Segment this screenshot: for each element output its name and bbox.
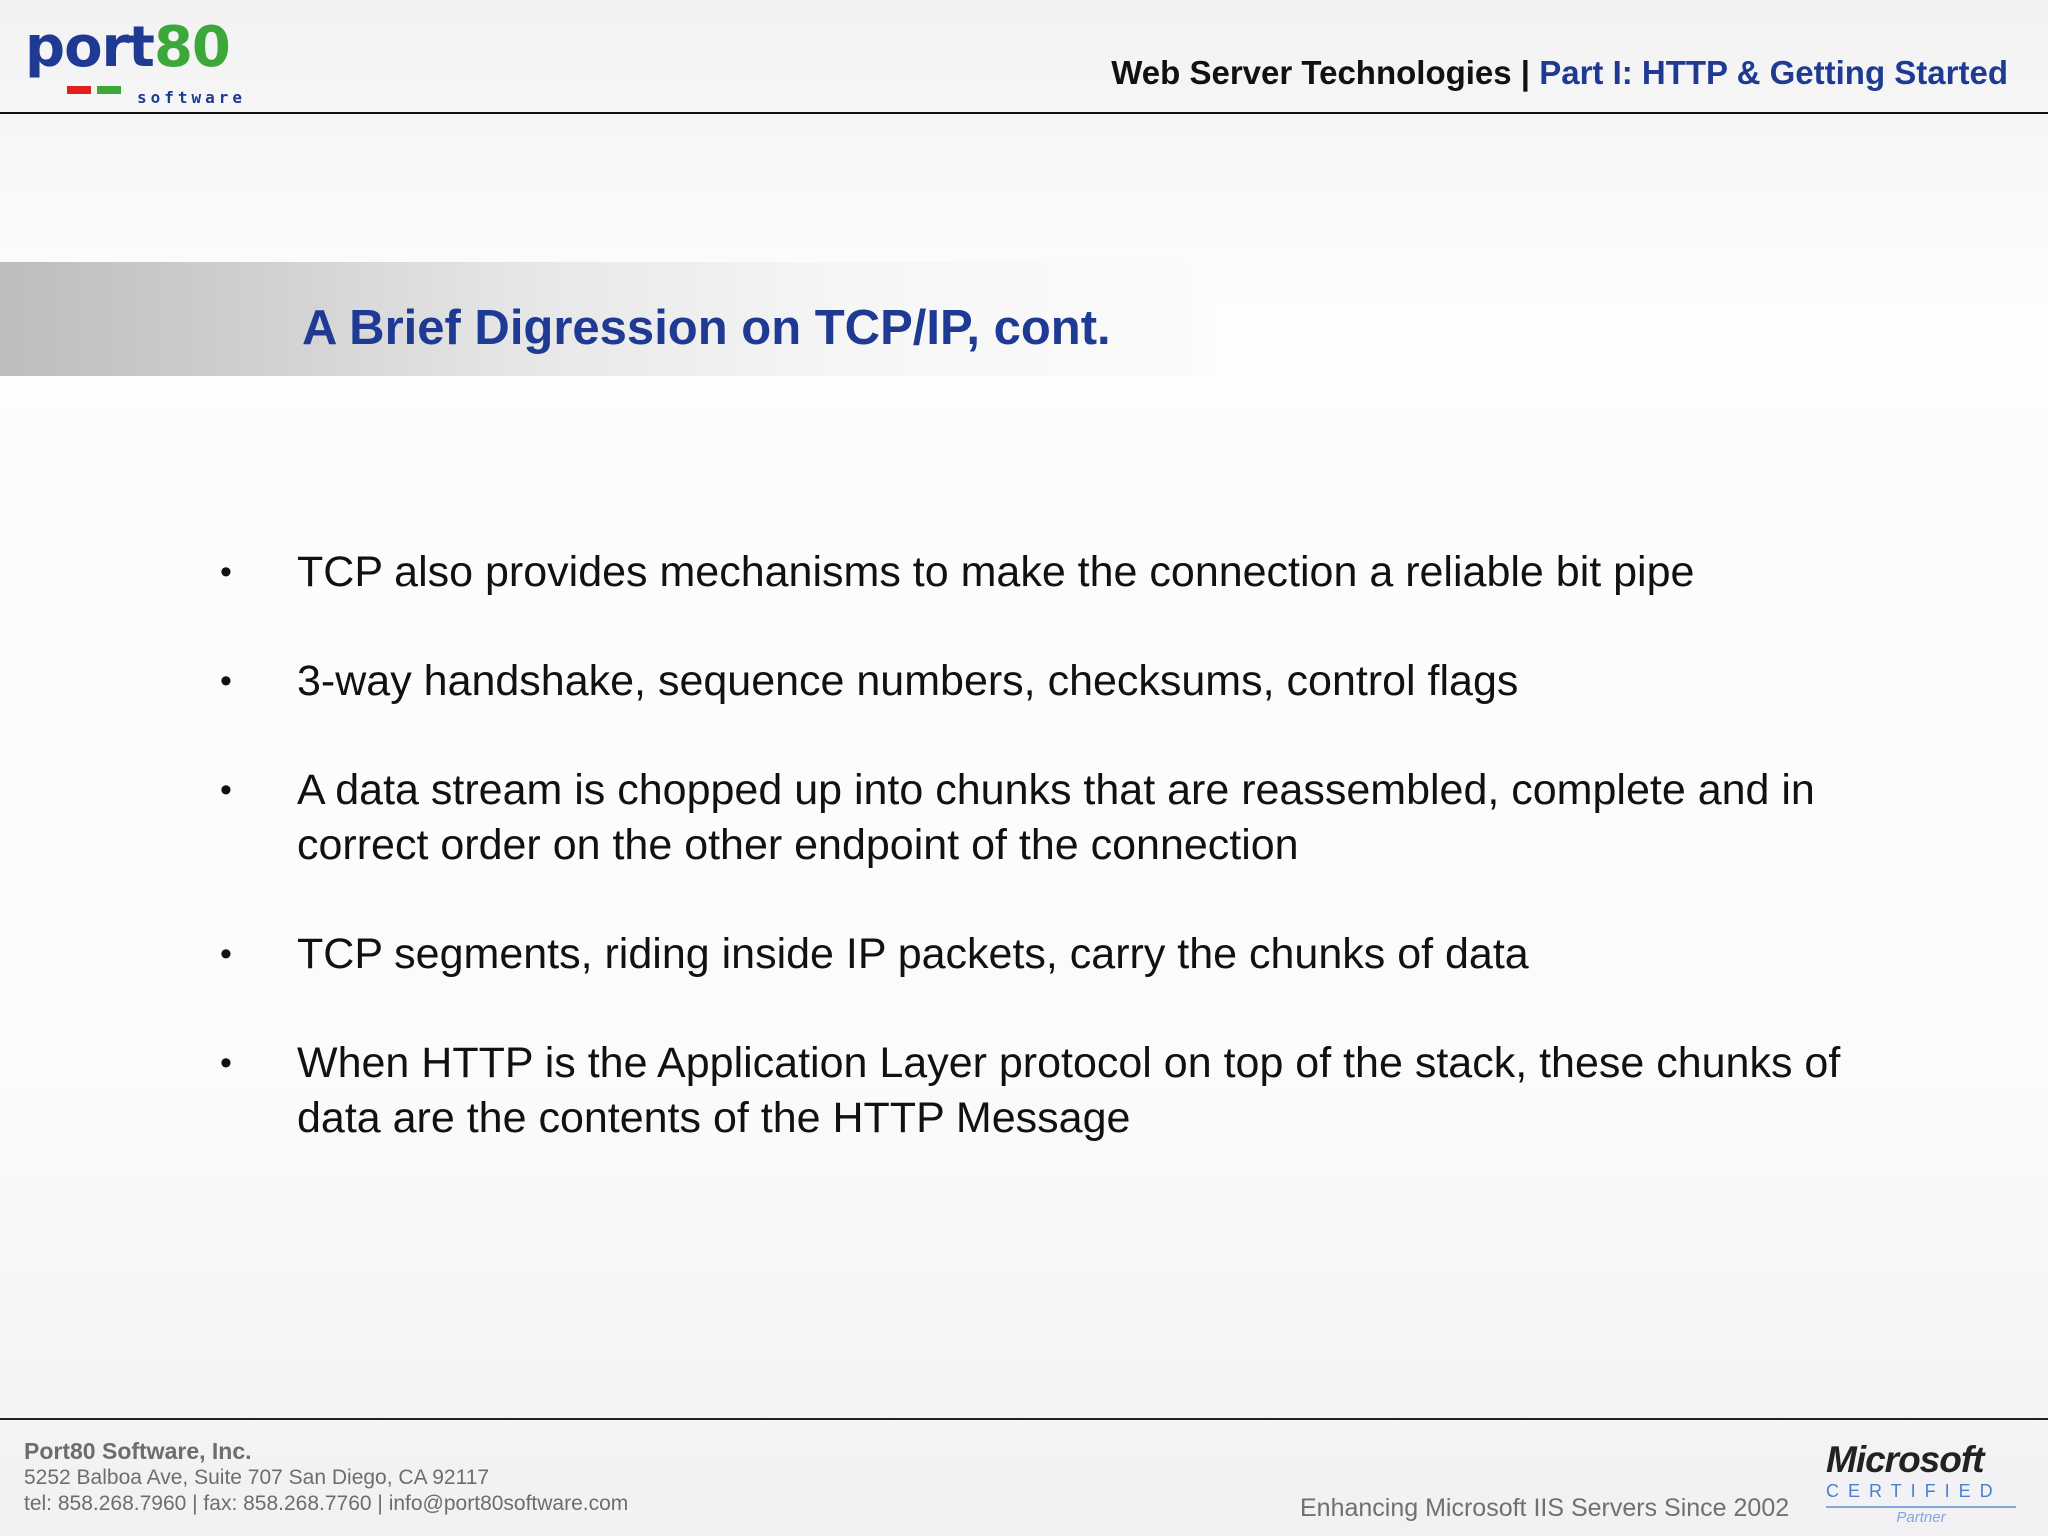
port80-logo: [25, 15, 275, 107]
part-title: Part I: HTTP & Getting Started: [1539, 54, 2008, 91]
ms-logo-partner: Partner: [1896, 1509, 1946, 1526]
logo-word-port: port: [25, 15, 154, 80]
logo-subtitle: software: [137, 88, 247, 107]
logo-bars: [67, 86, 127, 104]
title-separator: |: [1511, 54, 1540, 91]
logo-word-80: 80: [153, 15, 230, 80]
company-name: Port80 Software, Inc.: [24, 1438, 252, 1464]
bullet-item: [212, 927, 1892, 982]
course-title: Web Server Technologies: [1111, 54, 1512, 91]
bullet-text: TCP segments, riding inside IP packets, carry the chunks of data: [297, 930, 1529, 978]
bullet-list: [212, 545, 1892, 1200]
bullet-item: [212, 1036, 1892, 1146]
bullet-dot: •: [220, 1044, 232, 1082]
company-address: 5252 Balboa Ave, Suite 707 San Diego, CA 92117: [24, 1466, 490, 1489]
company-contact: tel: 858.268.7960 | fax: 858.268.7760 | info@port80software.com: [24, 1492, 629, 1515]
bullet-dot: •: [220, 662, 232, 700]
slide-header: [0, 0, 2048, 114]
logo-wordmark: [25, 16, 230, 80]
bullet-text: 3-way handshake, sequence numbers, checksums, control flags: [297, 657, 1519, 705]
bullet-item: [212, 763, 1892, 873]
bullet-text: A data stream is chopped up into chunks that are reassembled, complete and in correct order on the other endpoint of the connection: [297, 766, 1815, 869]
bullet-item: [212, 545, 1892, 600]
bullet-dot: •: [220, 771, 232, 809]
bullet-item: [212, 654, 1892, 709]
ms-logo-certified: CERTIFIED: [1826, 1480, 2016, 1508]
bullet-text: TCP also provides mechanisms to make the connection a reliable bit pipe: [297, 548, 1695, 596]
header-title: [1111, 54, 2008, 92]
logo-bar-green: [97, 86, 121, 94]
logo-bar-red: [67, 86, 91, 94]
footer-tagline: Enhancing Microsoft IIS Servers Since 2002: [1300, 1494, 1790, 1522]
slide-footer: [0, 1418, 2048, 1536]
microsoft-certified-partner-logo: [1826, 1440, 2016, 1530]
bullet-dot: •: [220, 935, 232, 973]
slide-title: A Brief Digression on TCP/IP, cont.: [302, 301, 1111, 355]
bullet-dot: •: [220, 553, 232, 591]
ms-logo-name: Microsoft: [1826, 1439, 1984, 1480]
bullet-text: When HTTP is the Application Layer protocol on top of the stack, these chunks of data are the contents of the HTTP Message: [297, 1039, 1841, 1142]
